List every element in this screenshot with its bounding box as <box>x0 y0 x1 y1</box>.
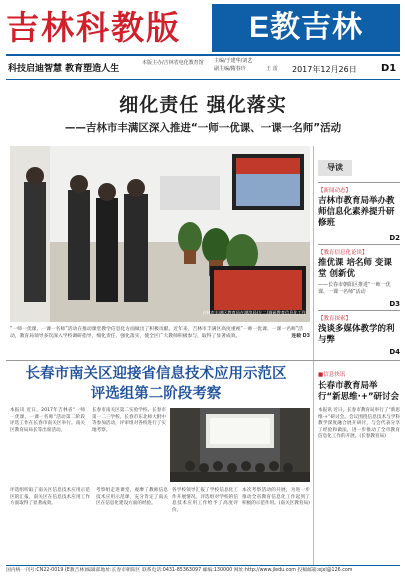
sidebar <box>318 146 400 358</box>
deputy-editor-info: 副主编/隋春玲 <box>214 66 246 72</box>
article-column: 评选组听取了南关区信息技术应用示范区的汇报，南关区在信息技术应用工作方面取得了显著成效。 <box>10 488 90 507</box>
sidebar-item-title[interactable]: 吉林市教育局举办教师信息化素养提升研修班 <box>318 196 395 228</box>
article-column: 考察组走进课堂，观摩了教师信息技术应用示范课，充分肯定了南关区在信息化建设方面的经验。 <box>96 488 168 507</box>
page-number: D1 <box>381 63 397 74</box>
lead-headline: 细化责任 强化落实 <box>119 94 287 116</box>
footer: 国内统一刊号:CN22-0019 (E教吉林)编辑部地址:长春市朝阳区 联系电话:0431-85363097 邮编:130000 网址:http://www.jledu.com 投稿邮箱:ejxl@126.com <box>6 565 400 576</box>
publisher-info: 本版主办/吉林省电化教育馆 <box>142 60 204 66</box>
article-column: 本报讯 近日，2017年吉林省“一师一优课、一课一名师”活动第二阶段评选工作在长春市南关区举行。南关区教育局局长等出席活动。 <box>10 408 85 433</box>
article-column: 本次考察活动的开展，为进一步推动全省教育信息化工作起到了积极的示范作用。(南关区教育局) <box>242 488 310 507</box>
sidebar-item-cat: 【教育信息化论谈】 <box>318 250 368 256</box>
article-photo <box>170 408 310 482</box>
second-headline <box>6 364 306 404</box>
news-brief-title[interactable]: 长春市教育局举行“新思维·+”研讨会 <box>318 381 400 402</box>
lead-subheadline: ——吉林市丰满区深入推进“一师一优课、一课一名师”活动 <box>64 122 342 134</box>
sidebar-item-page: D4 <box>389 348 400 356</box>
news-brief-body: 本报讯 近日，长春市教育局举行了“新思维·+”研讨会。会议围绕信息技术与学科教学深度融合展开研讨，与会代表分享了经验和做法，进一步推动了全市教育信息化工作的开展。(长春教育局) <box>318 408 400 440</box>
news-brief-category: ■信息快讯 <box>318 372 346 378</box>
second-headline-line1: 长春市南关区迎接省信息技术应用示范区 <box>25 366 287 382</box>
slogan: 科技启迪智慧 教育塑造人生 <box>8 64 120 74</box>
article-column: 长春市南关区第二实验学校、长春市第一二三学校、长春市东北师大附中等参加活动，评审组对各校进行了实地考察。 <box>92 408 166 433</box>
lead-caption <box>10 326 310 340</box>
masthead-title: 吉林科教版 <box>6 8 181 47</box>
staff-info: 王 雷 <box>266 66 278 72</box>
sidebar-item-sub: ——长春市朝阳区推进“一师一优课、一课一名师”活动 <box>318 282 391 295</box>
sidebar-item-cat: 【教育探索】 <box>318 316 352 322</box>
editor-info: 主编/于建华/刘艺 <box>214 58 253 64</box>
lead-photo <box>10 146 310 322</box>
daodu-label: 导读 <box>318 160 352 176</box>
sidebar-item-page: D2 <box>389 234 400 242</box>
news-brief <box>318 370 400 568</box>
photo-overlay-caption: 吉林市丰满区教育局在湖滨局(左二)调研教育信息化工作 <box>202 310 306 315</box>
article-column: 各学校领导汇报了学校信息化工作开展情况，评选组对学校的信息技术应用工作给予了高度评价。 <box>172 488 238 513</box>
masthead-logo: E教吉林 <box>212 4 400 52</box>
second-headline-line2: 评选组第二阶段考察 <box>90 386 222 402</box>
sidebar-item-title[interactable]: 推优课 培名师 变课堂 创新优 <box>318 258 392 279</box>
sidebar-item-cat: 【新闻动态】 <box>318 188 352 194</box>
header-bar <box>6 54 400 80</box>
sidebar-item-page: D3 <box>389 300 400 308</box>
sidebar-item-title[interactable]: 浅谈多媒体教学的利与弊 <box>318 324 395 345</box>
lead-continued: 连载 D3 <box>291 334 310 339</box>
lead-caption-text: “一师一优课、一课一名师”活动在推动课堂教学信息化方面做出了积极贡献。近年来，吉林市丰满区高度重视“一师一优课、一课一名师”活动，教育局领导多次深入学校调研指导，细化责任，强化落实，使全区广大教师积极参与，取得了显著成效。 <box>10 327 303 339</box>
issue-date: 2017年12月26日 <box>292 65 357 74</box>
